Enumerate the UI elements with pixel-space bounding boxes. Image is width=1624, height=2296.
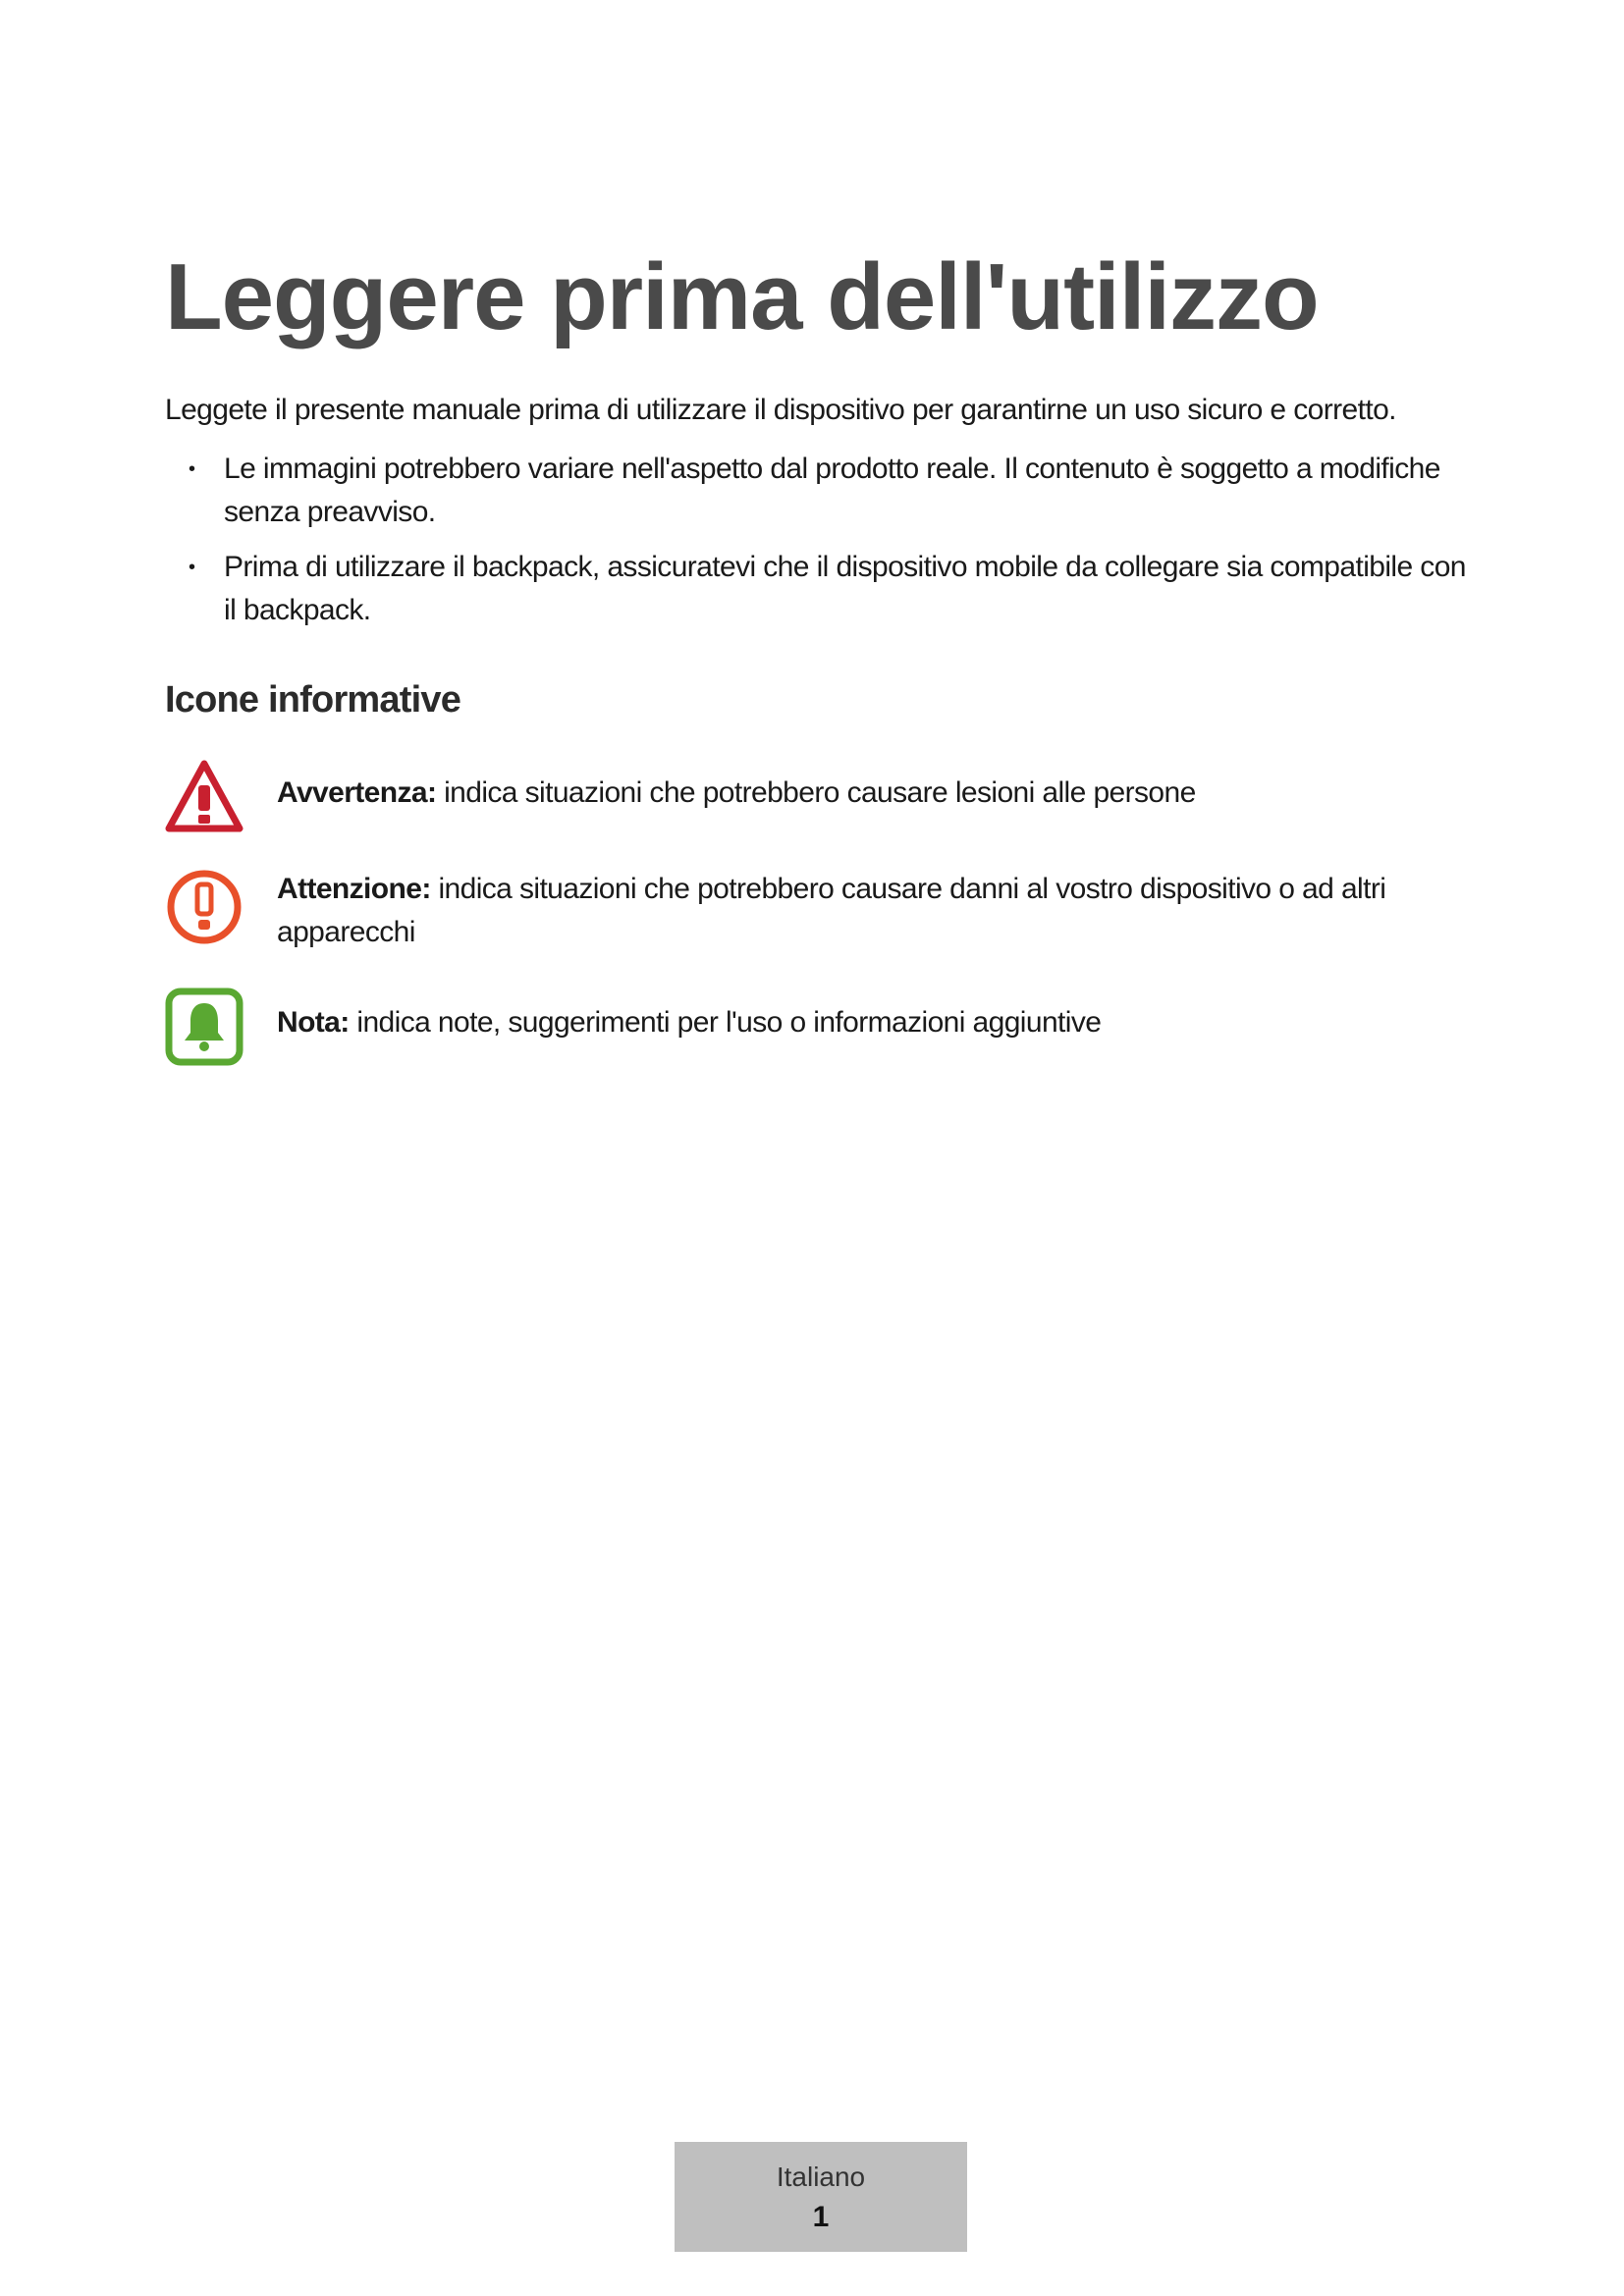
warning-triangle-icon <box>165 758 244 836</box>
warning-description <box>277 772 1481 815</box>
page-number: 1 <box>812 2201 830 2233</box>
warning-term: Avvertenza: <box>277 776 437 809</box>
note-text: indica note, suggerimenti per l'uso o informazioni aggiuntive <box>349 1006 1102 1039</box>
page-title: Leggere prima dell'utilizzo <box>165 244 1319 349</box>
bullet-marker: • <box>189 458 195 480</box>
bullet-list <box>165 448 1481 644</box>
bullet-text: Prima di utilizzare il backpack, assicuratevi che il dispositivo mobile da collegare sia compatibile con il backpack. <box>224 551 1466 626</box>
caution-term: Attenzione: <box>277 873 431 905</box>
note-term: Nota: <box>277 1006 350 1039</box>
caution-text: indica situazioni che potrebbero causare danni al vostro dispositivo o ad altri apparecchi <box>277 873 1386 948</box>
list-item <box>165 448 1481 534</box>
page-footer <box>675 2142 967 2252</box>
list-item <box>165 546 1481 632</box>
bullet-marker: • <box>189 557 195 578</box>
intro-paragraph: Leggete il presente manuale prima di utilizzare il dispositivo per garantirne un uso sicuro e corretto. <box>165 394 1396 426</box>
note-description <box>277 1001 1481 1044</box>
section-heading: Icone informative <box>165 679 461 721</box>
note-bell-icon <box>165 988 244 1066</box>
caution-circle-icon <box>165 868 244 946</box>
warning-text: indica situazioni che potrebbero causare lesioni alle persone <box>436 776 1196 809</box>
caution-description <box>277 868 1481 954</box>
footer-language: Italiano <box>776 2162 866 2192</box>
bullet-text: Le immagini potrebbero variare nell'aspetto dal prodotto reale. Il contenuto è soggetto a modifiche senza preavviso. <box>224 453 1440 528</box>
